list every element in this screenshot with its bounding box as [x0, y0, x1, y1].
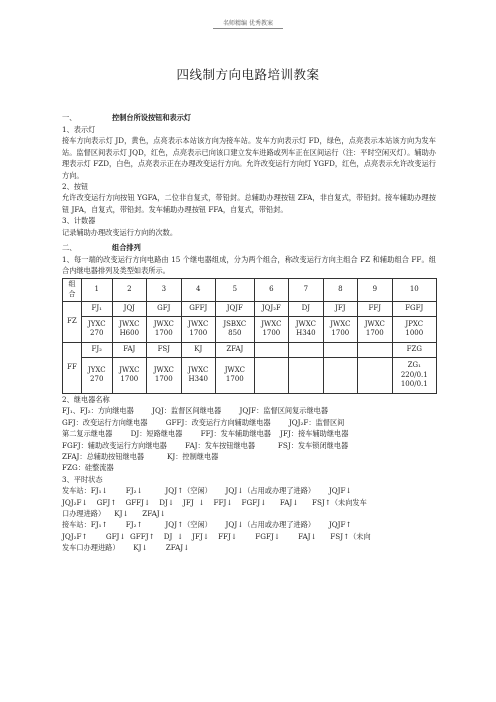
relay-name-line: ZFAJ：总辅助按钮继电器 KJ：控制继电器: [62, 451, 219, 461]
subheading-relay-names: 2、继电器名称: [62, 394, 110, 404]
table-header-cell: 7: [289, 278, 323, 301]
table-header-cell: 8: [323, 278, 357, 301]
table-row-fz-names: [63, 301, 437, 316]
relay-type-cell: [358, 357, 392, 393]
subheading-indicator-lights: 1、表示灯: [62, 125, 96, 134]
relay-type-cell: JWXC H340: [289, 316, 323, 342]
relay-name-line: FZG：硅整流器: [62, 463, 114, 473]
relay-name-cell: [358, 342, 392, 357]
relay-name-line: FGFJ：辅助改变运行方向继电器 FAJ：发车按钮继电器 FSJ：发车锁闭继电器: [62, 440, 349, 450]
document-body: [62, 112, 436, 554]
normal-state-line: 口办理进路） KJ↓ ZFAJ↓: [62, 508, 166, 518]
relay-name-cell: FAJ: [112, 342, 146, 357]
relay-name-cell: FGFJ: [392, 301, 436, 316]
section-title: 控制台所设按钮和表示灯: [112, 113, 192, 122]
relay-name-cell: FJ₁: [81, 301, 112, 316]
relay-type-cell: JWXC 1700: [147, 357, 181, 393]
relay-name-cell: GFFJ: [181, 301, 215, 316]
relay-type-cell: JPXC 1000: [392, 316, 436, 342]
table-header-cell: 9: [358, 278, 392, 301]
normal-state-line: 接车站：FJ₁↑ FJ₂↑ JQJ↑（空闲） JQJ↓（占用或办理了进路） JQJF↑: [62, 520, 352, 530]
relay-name-cell: [323, 342, 357, 357]
relay-name-cell: FFJ: [358, 301, 392, 316]
table-header-cell: 10: [392, 278, 436, 301]
relay-name-line: FJ₁、FJ₂：方向继电器 JQJ：监督区间继电器 JQJF：监督区间复示继电器: [62, 406, 329, 416]
relay-arrangement-table: [62, 278, 437, 394]
paragraph-indicator-lights: 接车方向表示灯 JD，黄色，点亮表示本站该方向为接车站。发车方向表示灯 FD，绿色，点亮表示本站该方向为发车站。监督区间表示灯 JQD，红色，点亮表示已向该口建立发车进路或列车正在区间运行（注：平时空闲灭灯）。辅助办理表示灯 FZD，白色，点亮表示正在办理改变运行方向。允许改变运行方向灯 YGFD，红色，点亮表示允许改变运行方向。: [62, 136, 436, 180]
relay-name-cell: FJ₂: [81, 342, 112, 357]
header-note-text: 名师精编 优秀教案: [223, 20, 273, 27]
relay-type-cell: [323, 357, 357, 393]
relay-type-cell: JSBXC 850: [216, 316, 255, 342]
relay-names-block: [62, 405, 436, 473]
section-number: 一、: [62, 113, 77, 122]
table-header-cell: 组 合: [63, 278, 82, 301]
paragraph-combination-intro: 1、每一端的改变运行方向电路由 15 个继电器组成，分为两个组合，称改变运行方向主组合 FZ 和辅助组合 FF。组合内继电器排列及类型如表所示。: [62, 255, 436, 276]
section-heading-1: [62, 112, 436, 124]
relay-name-cell: GFJ: [147, 301, 181, 316]
relay-name-cell: DJ: [289, 301, 323, 316]
relay-name-cell: ZFAJ: [216, 342, 255, 357]
relay-name-line: GFJ：改变运行方向继电器 GFFJ：改变运行方向辅助继电器 JQJ₂F：监督区间: [62, 417, 345, 427]
relay-type-cell: JWXC H340: [181, 357, 215, 393]
relay-name-cell: JFJ: [323, 301, 357, 316]
relay-name-cell: JQJ₂F: [254, 301, 288, 316]
section-heading-2: [62, 242, 436, 254]
relay-type-cell: JWXC 1700: [254, 316, 288, 342]
relay-name-cell: JQJF: [216, 301, 255, 316]
relay-name-cell: FZG: [392, 342, 436, 357]
section-number: 二、: [62, 243, 77, 253]
relay-type-cell: JWXC 1700: [112, 357, 146, 393]
page-title: 四线制方向电路培训教案: [176, 67, 320, 82]
subheading-normal-state: 3、平时状态: [62, 474, 103, 484]
relay-type-cell: JWXC 1700: [323, 316, 357, 342]
relay-type-cell: ZG₁ 220/0.1 100/0.1: [392, 357, 436, 393]
relay-name-cell: JQJ: [112, 301, 146, 316]
relay-type-cell: JWXC 1700: [181, 316, 215, 342]
table-header-cell: 3: [147, 278, 181, 301]
paragraph-counter: 记录辅助办理改变运行方向的次数。: [62, 227, 178, 237]
normal-state-line: JQJ₂F↑ GFJ↓ GFFJ↑ DJ ↓ JFJ↓ FFJ↓ FGFJ↓ FAJ↓ FSJ↑（未向: [62, 531, 371, 541]
table-header-cell: 1: [81, 278, 112, 301]
relay-name-cell: [254, 342, 288, 357]
section-title: 组合排列: [112, 243, 141, 253]
table-header-cell: 6: [254, 278, 288, 301]
table-header-row: [63, 278, 437, 301]
relay-type-cell: JWXC 1700: [358, 316, 392, 342]
table-row-ff-types: [63, 357, 437, 393]
relay-type-cell: JWXC 1700: [216, 357, 255, 393]
combination-label-fz: FZ: [63, 301, 82, 342]
relay-type-cell: [289, 357, 323, 393]
relay-name-cell: KJ: [181, 342, 215, 357]
combination-label-ff: FF: [63, 342, 82, 393]
relay-type-cell: [254, 357, 288, 393]
relay-type-cell: JWXC 1700: [147, 316, 181, 342]
relay-type-cell: JWXC H600: [112, 316, 146, 342]
relay-name-line: 第二复示继电器 DJ：短路继电器 FFJ：发车辅助继电器 JFJ：接车辅助继电器: [62, 429, 349, 439]
normal-state-block: [62, 485, 436, 553]
table-row-fz-types: [63, 316, 437, 342]
relay-name-cell: FSJ: [147, 342, 181, 357]
table-header-cell: 2: [112, 278, 146, 301]
table-header-cell: 5: [216, 278, 255, 301]
relay-type-cell: JYXC 270: [81, 357, 112, 393]
paragraph-buttons: 允许改变运行方向按钮 YGFA，二位非自复式，带铅封。总辅助办理按钮 ZFA，非自复式，带铅封。接车辅助办理按钮 JFA，自复式，带铅封。发车辅助办理按钮 FFA，自复式，带铅封。: [62, 193, 436, 214]
relay-name-cell: [289, 342, 323, 357]
page-header-note: [0, 18, 496, 29]
normal-state-line: 发车站：FJ₁↓ FJ₂↓ JQJ↑（空闲） JQJ↓（占用或办理了进路） JQJF↓: [62, 486, 352, 496]
normal-state-line: 发车口办理进路） KJ↓ ZFAJ↓: [62, 543, 190, 553]
subheading-counter: 3、计数器: [62, 216, 96, 226]
table-row-ff-names: [63, 342, 437, 357]
table-header-cell: 4: [181, 278, 215, 301]
normal-state-line: JQJ₂F↓ GFJ↑ GFFJ↓ DJ↓ JFJ ↓ FFJ↓ FGFJ↓ FAJ↓ FSJ↑（未向发车: [62, 497, 367, 507]
relay-type-cell: JYXC 270: [81, 316, 112, 342]
header-rule: [213, 28, 283, 29]
subheading-buttons: 2、按钮: [62, 182, 89, 192]
